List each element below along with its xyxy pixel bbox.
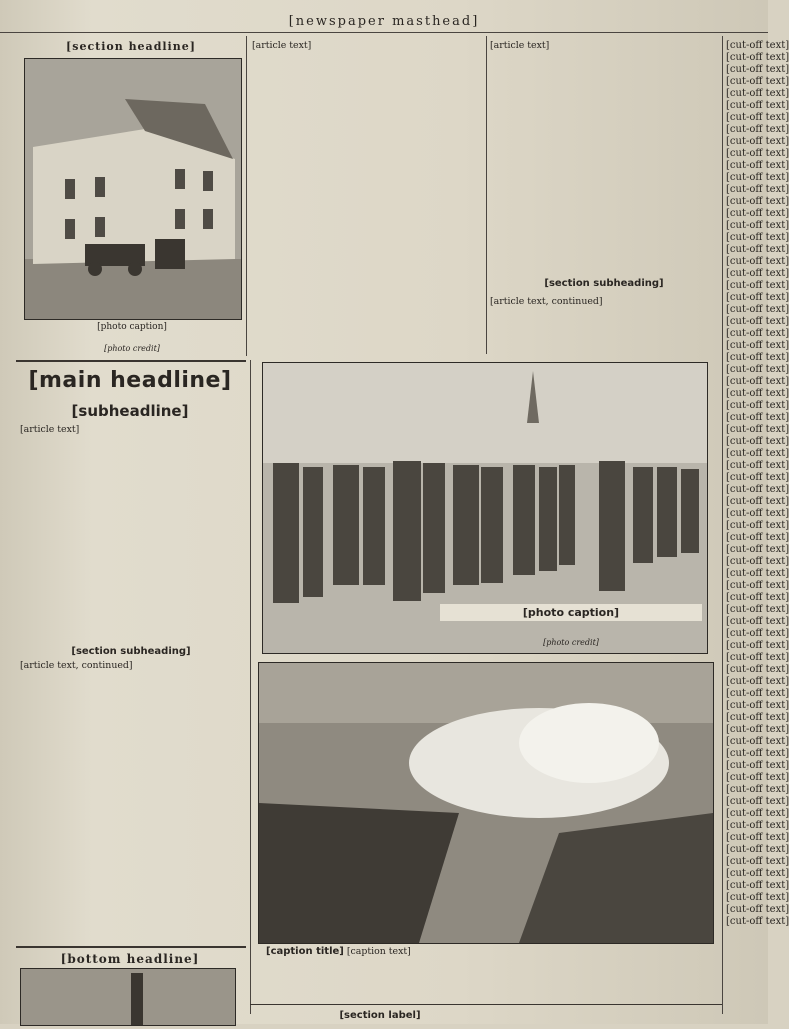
main-story-body-1: [article text] [20,424,80,435]
far-right-fragment: [cut-off text] [726,628,789,639]
far-right-fragment: [cut-off text] [726,736,789,747]
far-right-fragment: [cut-off text] [726,88,789,99]
far-right-fragment: [cut-off text] [726,856,789,867]
section-divider [16,360,246,362]
far-right-fragment: [cut-off text] [726,496,789,507]
far-right-fragment: [cut-off text] [726,544,789,555]
far-right-fragment: [cut-off text] [726,76,789,87]
main-story-headline: [main headline] [28,368,232,393]
far-right-fragment: [cut-off text] [726,352,789,363]
right-column-section-title: [section subheading] [544,278,664,289]
far-right-fragment: [cut-off text] [726,364,789,375]
top-story-photo-caption: [photo caption] [97,322,167,332]
middle-column-body: [article text] [252,40,312,51]
far-right-fragment: [cut-off text] [726,400,789,411]
far-right-fragment: [cut-off text] [726,592,789,603]
explosion-caption-title: [caption title] [266,946,344,957]
far-right-fragment: [cut-off text] [726,820,789,831]
far-right-fragment: [cut-off text] [726,568,789,579]
far-right-fragment: [cut-off text] [726,520,789,531]
far-right-fragment: [cut-off text] [726,556,789,567]
prisoners-caption: [photo caption] [440,604,702,621]
far-right-fragment: [cut-off text] [726,760,789,771]
far-right-fragment: [cut-off text] [726,508,789,519]
explosion-caption-text: [caption text] [346,946,411,957]
main-story-body-2: [article text, continued] [20,660,133,671]
far-right-fragment: [cut-off text] [726,580,789,591]
right-column-body: [article text] [490,40,550,51]
top-story-photo-credit: [photo credit] [104,344,160,353]
far-right-fragment: [cut-off text] [726,196,789,207]
far-right-fragment: [cut-off text] [726,112,789,123]
far-right-fragment: [cut-off text] [726,880,789,891]
far-right-fragment: [cut-off text] [726,316,789,327]
far-right-fragment: [cut-off text] [726,148,789,159]
castelnuovo-photo [24,58,242,320]
far-right-fragment: [cut-off text] [726,256,789,267]
far-right-fragment: [cut-off text] [726,796,789,807]
far-right-fragment: [cut-off text] [726,40,789,51]
far-right-fragment: [cut-off text] [726,100,789,111]
newspaper-title: [newspaper masthead] [288,14,480,29]
far-right-fragment: [cut-off text] [726,472,789,483]
far-right-fragment: [cut-off text] [726,688,789,699]
far-right-fragment: [cut-off text] [726,124,789,135]
prisoners-credit: [photo credit] [543,638,599,647]
explosion-illustration [259,663,713,943]
far-right-fragment: [cut-off text] [726,268,789,279]
far-right-fragment: [cut-off text] [726,136,789,147]
far-right-fragment: [cut-off text] [726,832,789,843]
top-story-headline: [section headline] [66,40,196,53]
far-right-fragment: [cut-off text] [726,220,789,231]
far-right-fragment: [cut-off text] [726,640,789,651]
column-rule [486,36,487,354]
far-right-fragment: [cut-off text] [726,748,789,759]
far-right-fragment: [cut-off text] [726,616,789,627]
far-right-fragment: [cut-off text] [726,532,789,543]
far-right-fragment: [cut-off text] [726,460,789,471]
explosion-caption [266,946,712,957]
far-right-fragment: [cut-off text] [726,772,789,783]
page-header [0,6,768,33]
far-right-fragment: [cut-off text] [726,604,789,615]
far-right-fragment: [cut-off text] [726,868,789,879]
far-right-fragment: [cut-off text] [726,340,789,351]
explosion-photo [258,662,714,944]
far-right-fragment: [cut-off text] [726,52,789,63]
far-right-fragment: [cut-off text] [726,292,789,303]
far-right-column [726,40,789,1024]
far-right-fragment: [cut-off text] [726,892,789,903]
section-divider [250,1004,722,1005]
far-right-fragment: [cut-off text] [726,376,789,387]
far-right-fragment: [cut-off text] [726,160,789,171]
right-column-body-2: [article text, continued] [490,296,603,307]
bombed-building-illustration [25,59,241,319]
main-story-section-title: [section subheading] [71,646,191,657]
far-right-fragment: [cut-off text] [726,724,789,735]
bottom-strip-label: [section label] [339,1010,421,1021]
far-right-fragment: [cut-off text] [726,388,789,399]
far-right-fragment: [cut-off text] [726,436,789,447]
column-rule [250,360,251,1014]
periscope-illustration [21,969,235,1025]
far-right-fragments [726,40,789,928]
far-right-fragment: [cut-off text] [726,844,789,855]
far-right-fragment: [cut-off text] [726,304,789,315]
main-story-subheadline: [subheadline] [71,402,189,420]
periscope-photo [20,968,236,1026]
far-right-fragment: [cut-off text] [726,328,789,339]
far-right-fragment: [cut-off text] [726,916,789,927]
column-rule [246,36,247,356]
far-right-fragment: [cut-off text] [726,904,789,915]
far-right-fragment: [cut-off text] [726,184,789,195]
far-right-fragment: [cut-off text] [726,808,789,819]
column-rule [722,36,723,1014]
far-right-fragment: [cut-off text] [726,412,789,423]
far-right-fragment: [cut-off text] [726,712,789,723]
far-right-fragment: [cut-off text] [726,232,789,243]
far-right-fragment: [cut-off text] [726,280,789,291]
far-right-fragment: [cut-off text] [726,700,789,711]
far-right-fragment: [cut-off text] [726,676,789,687]
far-right-fragment: [cut-off text] [726,484,789,495]
far-right-fragment: [cut-off text] [726,244,789,255]
far-right-fragment: [cut-off text] [726,424,789,435]
far-right-fragment: [cut-off text] [726,652,789,663]
far-right-fragment: [cut-off text] [726,448,789,459]
far-right-fragment: [cut-off text] [726,784,789,795]
far-right-fragment: [cut-off text] [726,64,789,75]
far-right-fragment: [cut-off text] [726,172,789,183]
far-right-fragment: [cut-off text] [726,208,789,219]
section-divider [16,946,246,948]
far-right-fragment: [cut-off text] [726,664,789,675]
bottom-story-headline: [bottom headline] [60,952,200,966]
